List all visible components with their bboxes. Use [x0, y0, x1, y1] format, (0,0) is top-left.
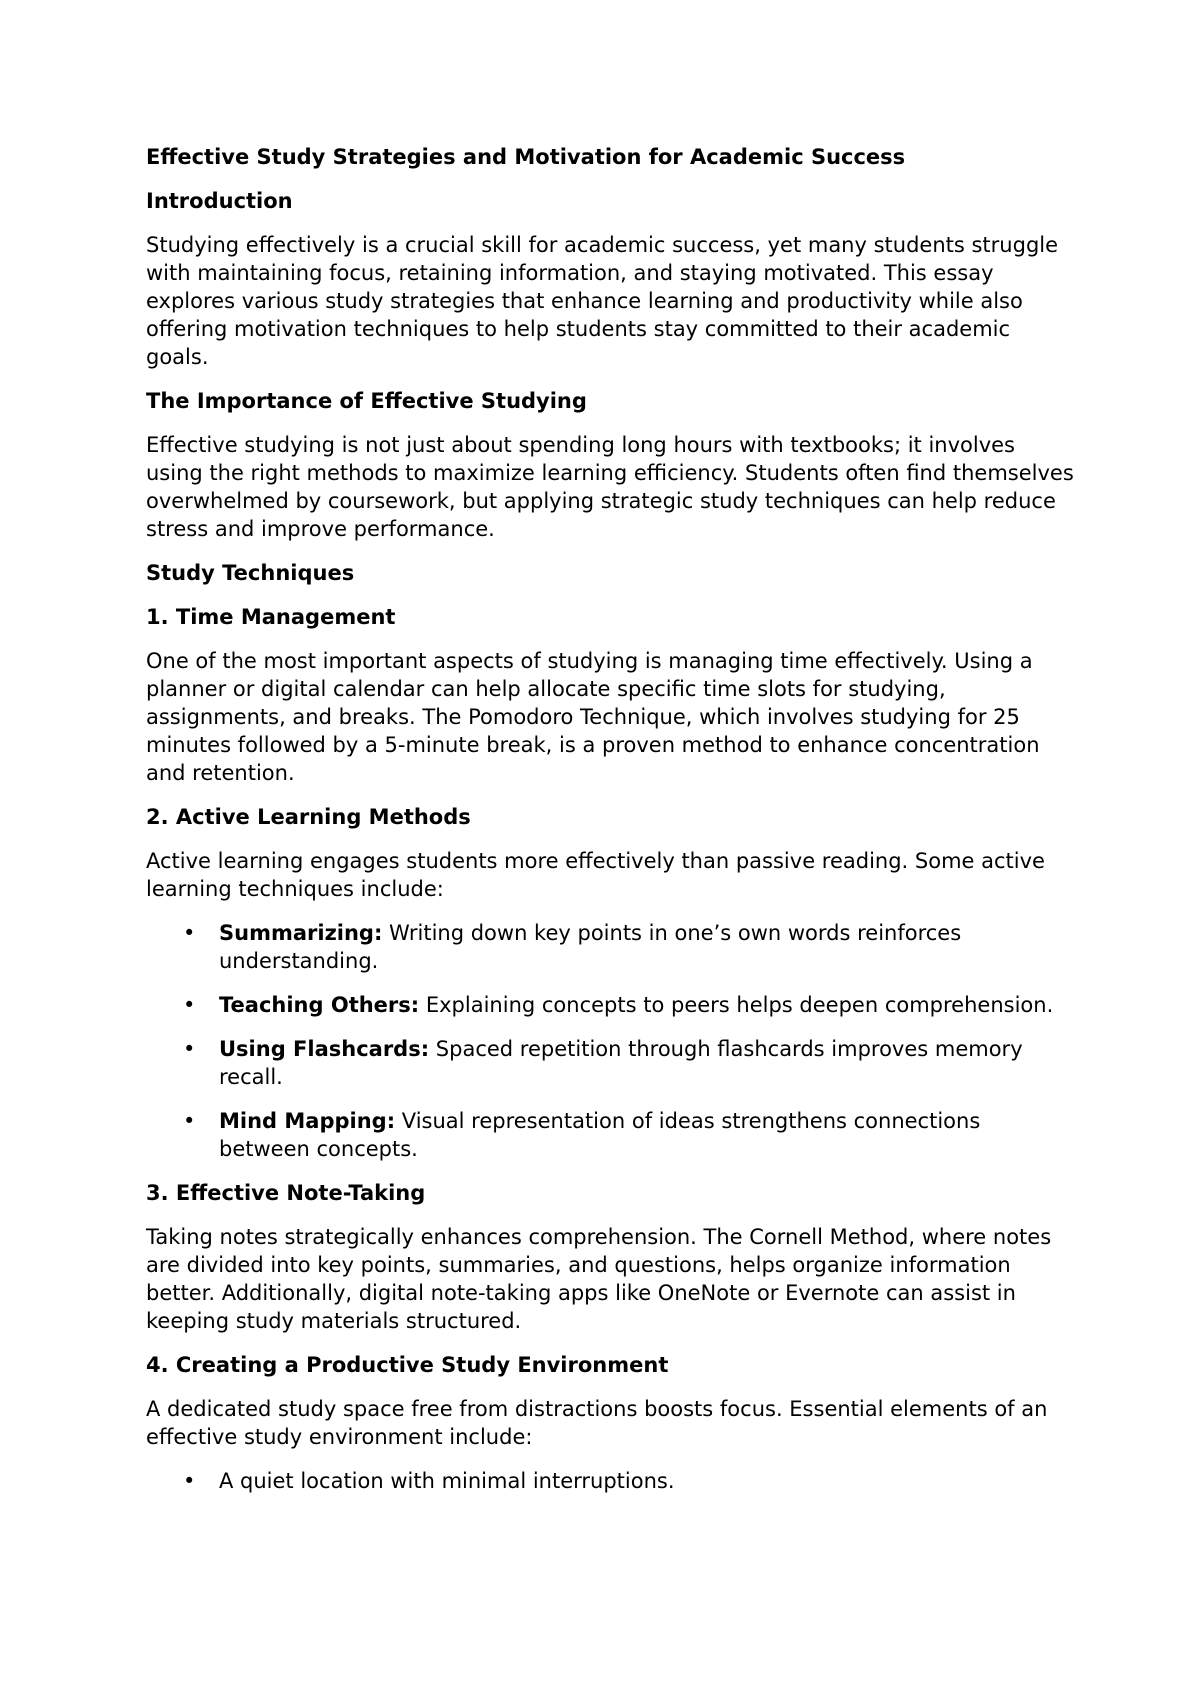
- list-item-term: Mind Mapping:: [219, 1109, 396, 1133]
- paragraph-study-environment: A dedicated study space free from distractions boosts focus. Essential elements of an effective study environment include:: [146, 1397, 1048, 1449]
- bullet-icon: •: [183, 1469, 196, 1493]
- heading-time-management: 1. Time Management: [146, 605, 396, 629]
- heading-study-techniques: Study Techniques: [146, 561, 355, 585]
- list-item-term: Teaching Others:: [219, 993, 420, 1017]
- paragraph-active-learning: Active learning engages students more effectively than passive reading. Some active learning techniques include:: [146, 849, 1045, 901]
- list-item: [146, 1035, 1076, 1091]
- list-item-term: Summarizing:: [219, 921, 383, 945]
- list-item-text: Writing down key points in one’s own words reinforces understanding.: [219, 921, 962, 973]
- list-item: [146, 919, 1076, 975]
- bullet-icon: •: [183, 993, 196, 1017]
- study-environment-list: [146, 1467, 1076, 1495]
- list-item: [146, 1107, 1076, 1163]
- heading-active-learning: 2. Active Learning Methods: [146, 805, 471, 829]
- list-item-text: Explaining concepts to peers helps deepen comprehension.: [419, 993, 1054, 1017]
- bullet-icon: •: [183, 1109, 196, 1133]
- active-learning-list: [146, 919, 1076, 1163]
- paragraph-introduction: Studying effectively is a crucial skill for academic success, yet many students struggle with maintaining focus, retaining information, and staying motivated. This essay explores various study strategies that enhance learning and productivity while also offering motivation techniques to help students stay committed to their academic goals.: [146, 233, 1059, 369]
- list-item-text: Spaced repetition through flashcards improves memory recall.: [219, 1037, 1023, 1089]
- heading-introduction: Introduction: [146, 189, 293, 213]
- bullet-icon: •: [183, 1037, 196, 1061]
- paragraph-time-management: One of the most important aspects of studying is managing time effectively. Using a planner or digital calendar can help allocate specific time slots for studying, assignments, and breaks. The Pomodoro Technique, which involves studying for 25 minutes followed by a 5-minute break, is a proven method to enhance concentration and retention.: [146, 649, 1040, 785]
- list-item-text: Visual representation of ideas strengthens connections between concepts.: [219, 1109, 981, 1161]
- list-item-term: Using Flashcards:: [219, 1037, 430, 1061]
- list-item: [146, 1467, 1076, 1495]
- list-item-text: A quiet location with minimal interruptions.: [219, 1469, 675, 1493]
- list-item: [146, 991, 1076, 1019]
- document-body: [146, 143, 1076, 1511]
- bullet-icon: •: [183, 921, 196, 945]
- paragraph-note-taking: Taking notes strategically enhances comprehension. The Cornell Method, where notes are divided into key points, summaries, and questions, helps organize information better. Additionally, digital note-taking apps like OneNote or Evernote can assist in keeping study materials structured.: [146, 1225, 1052, 1333]
- heading-importance: The Importance of Effective Studying: [146, 389, 587, 413]
- paragraph-importance: Effective studying is not just about spending long hours with textbooks; it involves using the right methods to maximize learning efficiency. Students often find themselves overwhelmed by coursework, but applying strategic study techniques can help reduce stress and improve performance.: [146, 433, 1074, 541]
- heading-study-environment: 4. Creating a Productive Study Environment: [146, 1353, 669, 1377]
- document-title: Effective Study Strategies and Motivation for Academic Success: [146, 145, 906, 169]
- heading-note-taking: 3. Effective Note-Taking: [146, 1181, 426, 1205]
